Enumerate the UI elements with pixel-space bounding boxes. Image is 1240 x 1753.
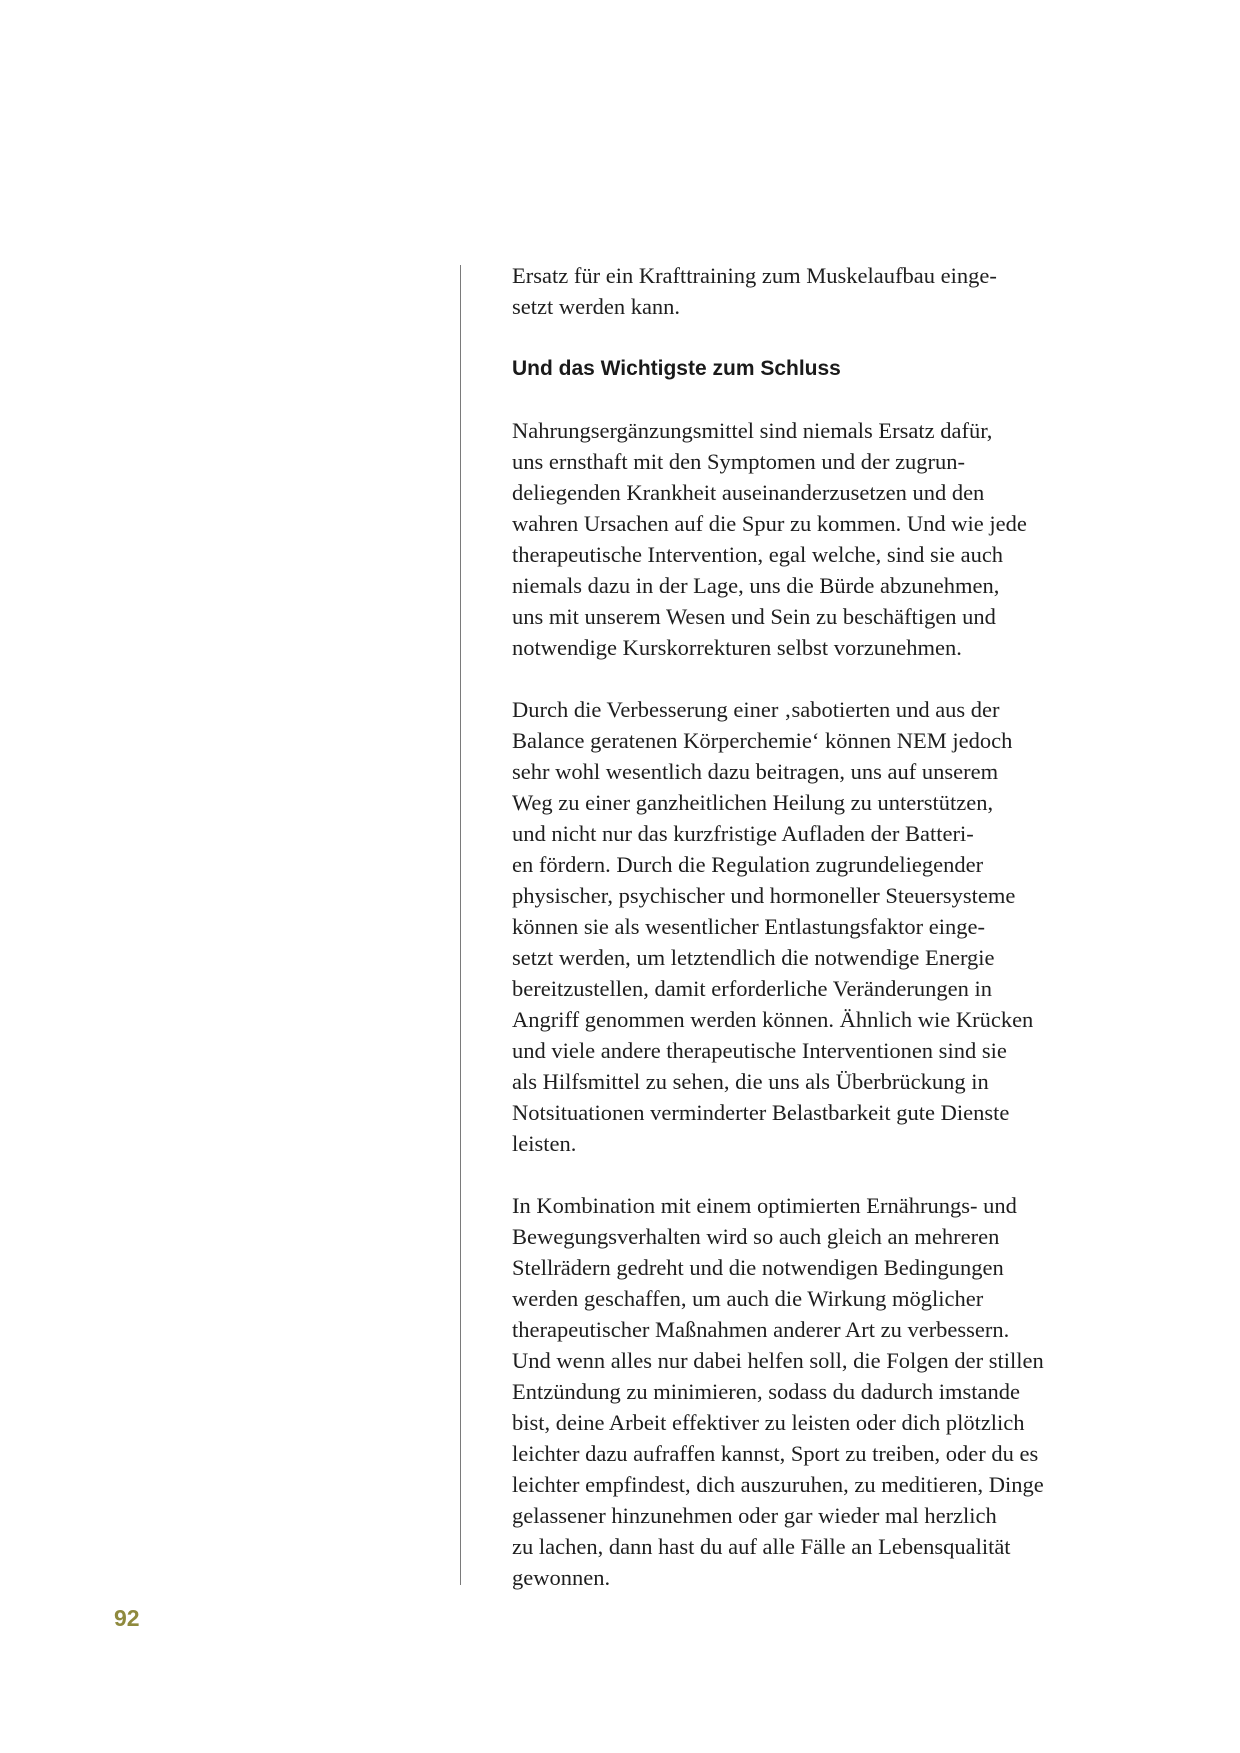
text-line: Bewegungsverhalten wird so auch gleich an mehreren	[512, 1224, 1000, 1249]
text-line: gewonnen.	[512, 1565, 611, 1590]
text-line: zu lachen, dann hast du auf alle Fälle an Lebensqualität	[512, 1534, 1011, 1559]
text-line: Und wenn alles nur dabei helfen soll, die Folgen der stillen	[512, 1348, 1044, 1373]
text-line: en fördern. Durch die Regulation zugrundeliegender	[512, 852, 984, 877]
text-line: Notsituationen verminderter Belastbarkeit gute Dienste	[512, 1100, 1010, 1125]
paragraph-3	[512, 1190, 1132, 1593]
text-line: leichter empfindest, dich auszuruhen, zu meditieren, Dinge	[512, 1472, 1044, 1497]
paragraph-1	[512, 415, 1132, 663]
text-line: leichter dazu aufraffen kannst, Sport zu treiben, oder du es	[512, 1441, 1039, 1466]
text-line: wahren Ursachen auf die Spur zu kommen. Und wie jede	[512, 511, 1027, 536]
text-line: werden geschaffen, um auch die Wirkung möglicher	[512, 1286, 984, 1311]
section-heading: Und das Wichtigste zum Schluss	[512, 357, 841, 380]
text-line: Balance geratenen Körperchemie‘ können NEM jedoch	[512, 728, 1013, 753]
text-line: Stellrädern gedreht und die notwendigen Bedingungen	[512, 1255, 1004, 1280]
text-line: therapeutische Intervention, egal welche, sind sie auch	[512, 542, 1004, 567]
text-line: bist, deine Arbeit effektiver zu leisten oder dich plötzlich	[512, 1410, 1025, 1435]
text-line: Weg zu einer ganzheitlichen Heilung zu unterstützen,	[512, 790, 994, 815]
text-line: und viele andere therapeutische Interventionen sind sie	[512, 1038, 1007, 1063]
margin-rule	[460, 265, 461, 1585]
text-line: Durch die Verbesserung einer ‚sabotierten und aus der	[512, 697, 1000, 722]
page-number: 92	[114, 1605, 140, 1631]
text-line: In Kombination mit einem optimierten Ernährungs- und	[512, 1193, 1017, 1218]
text-line: können sie als wesentlicher Entlastungsfaktor einge-	[512, 914, 985, 939]
text-line: Entzündung zu minimieren, sodass du dadurch imstande	[512, 1379, 1021, 1404]
text-line: notwendige Kurskorrekturen selbst vorzunehmen.	[512, 635, 962, 660]
text-line: uns ernsthaft mit den Symptomen und der zugrun-	[512, 449, 966, 474]
text-line: setzt werden, um letztendlich die notwendige Energie	[512, 945, 995, 970]
text-line: als Hilfsmittel zu sehen, die uns als Überbrückung in	[512, 1069, 989, 1094]
text-line: sehr wohl wesentlich dazu beitragen, uns auf unserem	[512, 759, 999, 784]
text-line: therapeutischer Maßnahmen anderer Art zu verbessern.	[512, 1317, 1010, 1342]
text-line: Angriff genommen werden können. Ähnlich wie Krücken	[512, 1007, 1034, 1032]
text-line: und nicht nur das kurzfristige Aufladen der Batteri-	[512, 821, 974, 846]
text-line: bereitzustellen, damit erforderliche Veränderungen in	[512, 976, 993, 1001]
text-line: Ersatz für ein Krafttraining zum Muskelaufbau einge-	[512, 263, 997, 288]
text-line: setzt werden kann.	[512, 294, 681, 319]
paragraph-2	[512, 694, 1132, 1159]
text-line: uns mit unserem Wesen und Sein zu beschäftigen und	[512, 604, 996, 629]
text-line: leisten.	[512, 1131, 577, 1156]
text-line: gelassener hinzunehmen oder gar wieder mal herzlich	[512, 1503, 997, 1528]
text-column	[512, 260, 1132, 1624]
intro-paragraph	[512, 260, 1132, 322]
text-line: physischer, psychischer und hormoneller Steuersysteme	[512, 883, 1016, 908]
text-line: Nahrungsergänzungsmittel sind niemals Ersatz dafür,	[512, 418, 993, 443]
text-line: niemals dazu in der Lage, uns die Bürde abzunehmen,	[512, 573, 1000, 598]
text-line: deliegenden Krankheit auseinanderzusetzen und den	[512, 480, 985, 505]
